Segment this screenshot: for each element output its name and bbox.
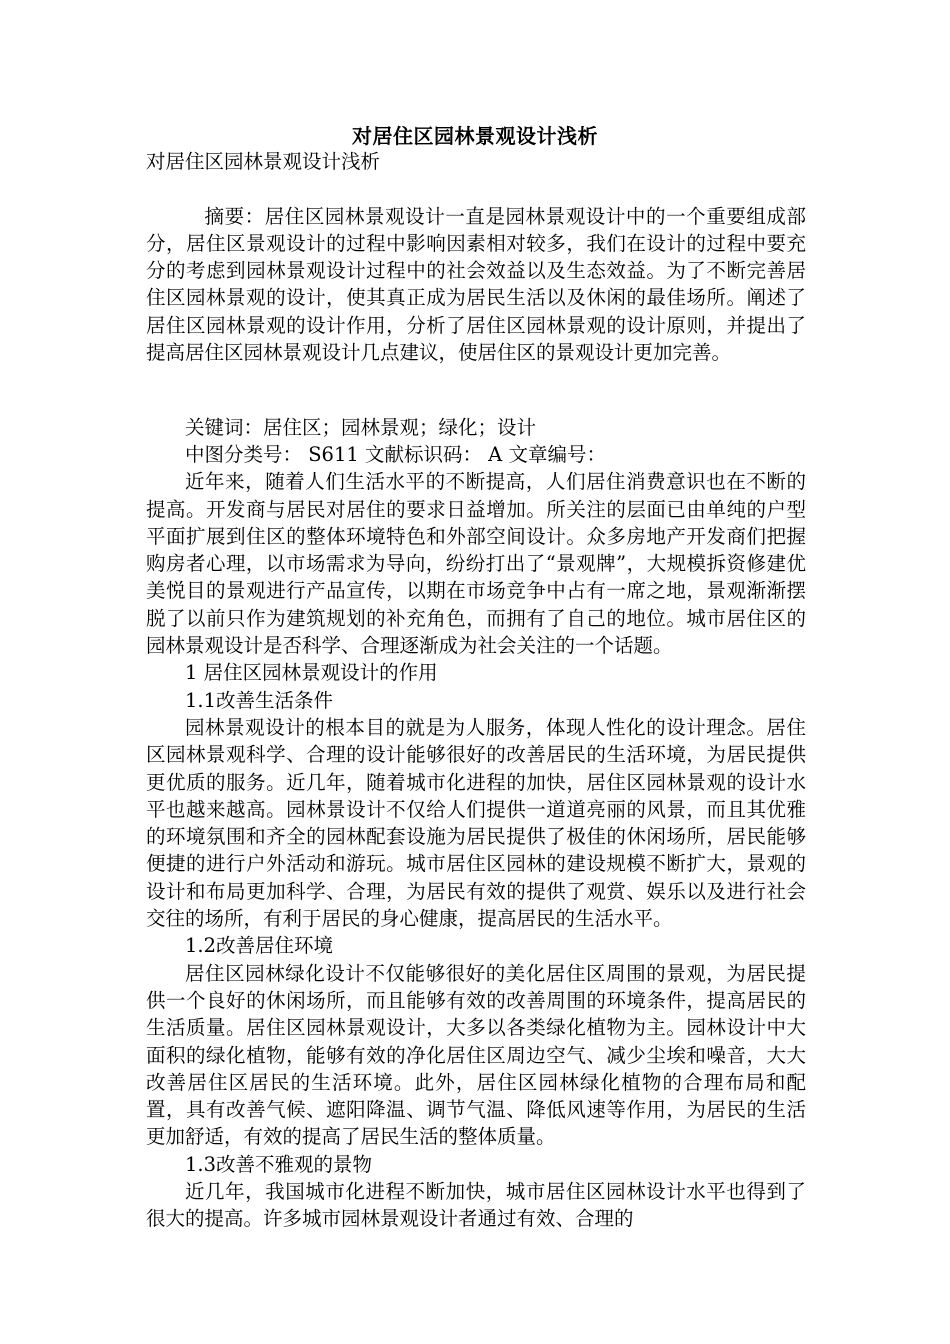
paragraph-1-3: 近几年，我国城市化进程不断加快，城市居住区园林设计水平也得到了很大的提高。许多城市园林景观设计者通过有效、合理的	[146, 1179, 806, 1231]
section-heading-1-1: 1.1改善生活条件	[185, 688, 334, 712]
document-title: 对居住区园林景观设计浅析	[352, 124, 598, 148]
paragraph-1-2: 居住区园林绿化设计不仅能够很好的美化居住区周围的景观，为居民提供一个良好的休闲场所，而且能够有效的改善周围的环境条件，提高居民的生活质量。居住区园林景观设计，大多以各类绿化植物为主。园林设计中大面积的绿化植物，能够有效的净化居住区周边空气、减少尘埃和噪音，大大改善居住区居民的生活环境。此外，居住区园林绿化植物的合理布局和配置，具有改善气候、遮阳降温、调节气温、降低风速等作用，为居民的生活更加舒适，有效的提高了居民生活的整体质量。	[146, 961, 806, 1149]
intro-paragraph: 近年来，随着人们生活水平的不断提高，人们居住消费意识也在不断的提高。开发商与居民对居住的要求日益增加。所关注的层面已由单纯的户型平面扩展到住区的整体环境特色和外部空间设计。众多房地产开发商们把握购房者心理，以市场需求为导向，纷纷打出了“景观牌”，大规模拆资修建优美悦目的景观进行产品宣传，以期在市场竞争中占有一席之地，景观渐渐摆脱了以前只作为建筑规划的补充角色，而拥有了自己的地位。城市居住区的园林景观设计是否科学、合理逐渐成为社会关注的一个话题。	[146, 470, 806, 658]
abstract-paragraph: 摘要：居住区园林景观设计一直是园林景观设计中的一个重要组成部分，居住区景观设计的过程中影响因素相对较多，我们在设计的过程中要充分的考虑到园林景观设计过程中的社会效益以及生态效益。为了不断完善居住区园林景观的设计，使其真正成为居民生活以及休闲的最佳场所。阐述了居住区园林景观的设计作用，分析了居住区园林景观的设计原则，并提出了提高居住区园林景观设计几点建议，使居住区的景观设计更加完善。	[146, 204, 806, 365]
section-heading-1-2: 1.2改善居住环境	[185, 934, 334, 958]
section-heading-1: 1 居住区园林景观设计的作用	[185, 661, 438, 685]
paragraph-1-1: 园林景观设计的根本目的就是为人服务，体现人性化的设计理念。居住区园林景观科学、合理的设计能够很好的改善居民的生活环境，为居民提供更优质的服务。近几年，随着城市化进程的加快，居住区园林景观的设计水平也越来越高。园林景设计不仅给人们提供一道道亮丽的风景，而且其优雅的环境氛围和齐全的园林配套设施为居民提供了极佳的休闲场所，居民能够便捷的进行户外活动和游玩。城市居住区园林的建设规模不断扩大，景观的设计和布局更加科学、合理，为居民有效的提供了观赏、娱乐以及进行社会交往的场所，有利于居民的身心健康，提高居民的生活水平。	[146, 715, 806, 931]
document-body	[146, 148, 806, 1233]
section-heading-1-3: 1.3改善不雅观的景物	[185, 1152, 373, 1176]
document-subtitle: 对居住区园林景观设计浅析	[146, 150, 381, 173]
keywords-line: 关键词：居住区；园林景观；绿化；设计	[185, 415, 537, 439]
classification-line: 中图分类号： S611 文献标识码： A 文章编号：	[185, 442, 606, 466]
